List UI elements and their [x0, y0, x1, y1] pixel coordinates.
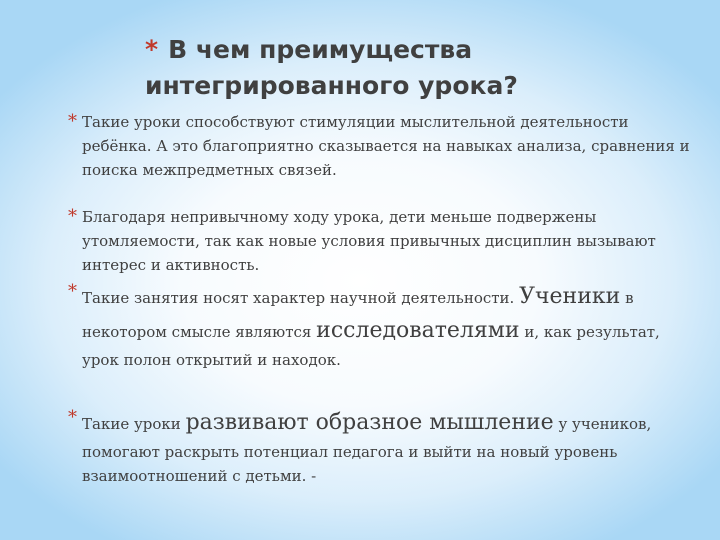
bullet-text: Такие занятия носят характер научной деятельности. — [82, 289, 520, 307]
bullet-star-icon: * — [68, 206, 77, 227]
bullet-text: Такие уроки — [82, 415, 186, 433]
bullet-text: Такие уроки способствуют стимуляции мыслительной деятельности ребёнка. А это благоприятно сказывается на навыках анализа, сравнения и поиска межпредметных связей. — [82, 113, 690, 179]
bullet-emphasis: исследователями — [316, 318, 520, 343]
bullet-star-icon: * — [68, 407, 77, 428]
bullet-item — [68, 205, 692, 277]
bullet-star-icon: * — [68, 111, 77, 132]
bullet-item — [68, 406, 692, 488]
bullet-text: и, как результат, урок полон открытий и находок. — [82, 323, 660, 369]
bullet-text: в некотором смысле являются — [82, 289, 634, 341]
bullet-item — [68, 110, 692, 182]
title-line-2: интегрированного урока? — [145, 71, 518, 100]
slide-title — [145, 32, 665, 104]
bullet-emphasis: Ученики — [519, 284, 621, 309]
bullet-text: у учеников, помогают раскрыть потенциал педагога и выйти на новый уровень взаимоотношений с детьми. - — [82, 415, 652, 485]
title-line-1: В чем преимущества — [168, 35, 473, 64]
bullet-item — [68, 280, 692, 372]
title-bullet-icon: * — [145, 35, 159, 64]
bullet-star-icon: * — [68, 281, 77, 302]
bullet-text: Благодаря непривычному ходу урока, дети меньше подвержены утомляемости, так как новые условия привычных дисциплин вызывают интерес и активность. — [82, 208, 656, 274]
bullet-emphasis: развивают образное мышление — [185, 410, 554, 435]
